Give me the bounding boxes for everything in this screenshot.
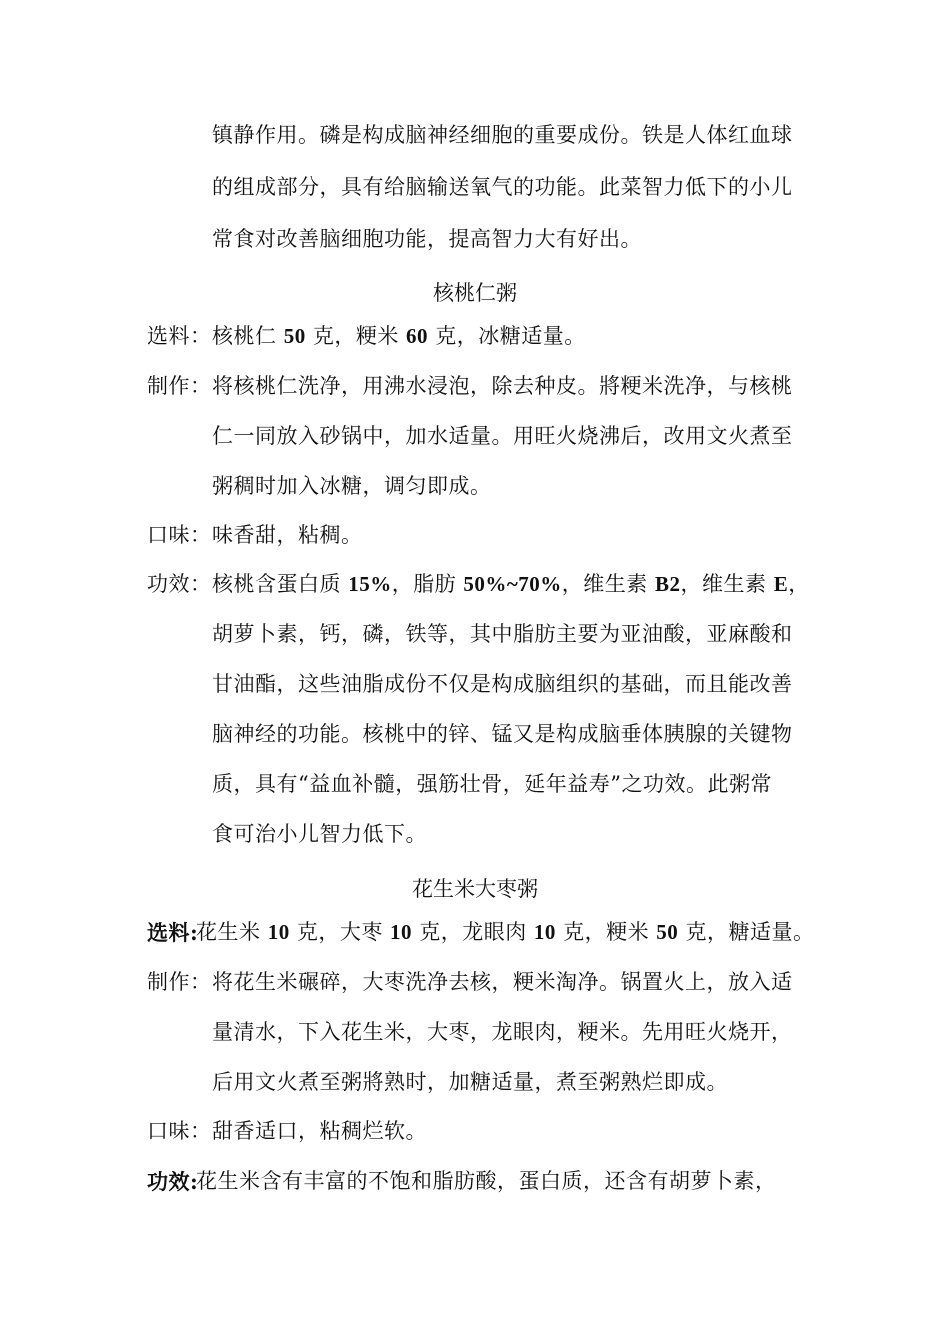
method-line-1: 将花生米碾碎，大枣洗净去核，粳米淘净。锅置火上，放入适 — [212, 970, 793, 994]
effect-line-2: 胡萝卜素，钙，磷，铁等，其中脂肪主要为亚油酸，亚麻酸和 — [212, 622, 793, 646]
method-line-1: 将核桃仁洗净，用沸水浸泡，除去种皮。將粳米洗净，与核桃 — [212, 374, 793, 398]
method-line-2: 仁一同放入砂锅中，加水适量。用旺火烧沸后，改用文火煮至 — [212, 424, 793, 448]
effect-line-1: 核桃含蛋白质 15%，脂肪 50%~70%，维生素 B2，维生素 E， — [212, 572, 810, 596]
effect-line-4: 脑神经的功能。核桃中的锌、锰又是构成脑垂体胰腺的关键物 — [212, 722, 793, 746]
ingredients-text: 花生米 10 克，大枣 10 克，龙眼肉 10 克，粳米 50 克，糖适量。 — [196, 920, 815, 944]
recipe1-title: 核桃仁粥 — [433, 281, 517, 305]
taste-text: 味香甜，粘稠。 — [212, 523, 363, 547]
effect-label: 功效: — [147, 1169, 199, 1194]
ingredients-label: 选料: — [147, 920, 199, 945]
effect-line-3: 甘油酯，这些油脂成份不仅是构成脑组织的基础，而且能改善 — [212, 672, 793, 696]
effect-label: 功效： — [147, 572, 212, 596]
intro-line-1: 镇静作用。磷是构成脑神经细胞的重要成份。铁是人体红血球 — [212, 123, 793, 147]
method-label: 制作： — [147, 970, 212, 994]
taste-label: 口味： — [147, 523, 212, 547]
effect-line-5: 质，具有“益血补髓，强筋壮骨，延年益寿”之功效。此粥常 — [212, 772, 772, 796]
taste-text: 甜香适口，粘稠烂软。 — [212, 1119, 427, 1143]
method-line-3: 粥稠时加入冰糖，调匀即成。 — [212, 474, 492, 498]
intro-line-3: 常食对改善脑细胞功能，提高智力大有好出。 — [212, 227, 642, 251]
intro-line-2: 的组成部分，具有给脑输送氧气的功能。此菜智力低下的小儿 — [212, 175, 793, 199]
ingredients-label: 选料： — [147, 324, 212, 348]
method-line-3: 后用文火煮至粥將熟时，加糖适量，煮至粥熟烂即成。 — [212, 1070, 728, 1094]
method-label: 制作： — [147, 374, 212, 398]
method-line-2: 量清水，下入花生米，大枣，龙眼肉，粳米。先用旺火烧开， — [212, 1020, 793, 1044]
effect-line-6: 食可治小儿智力低下。 — [212, 822, 427, 846]
recipe2-title: 花生米大枣粥 — [412, 877, 538, 901]
ingredients-text: 核桃仁 50 克，粳米 60 克，冰糖适量。 — [212, 324, 586, 348]
taste-label: 口味： — [147, 1119, 212, 1143]
effect-line-1: 花生米含有丰富的不饱和脂肪酸，蛋白质，还含有胡萝卜素， — [196, 1169, 777, 1193]
